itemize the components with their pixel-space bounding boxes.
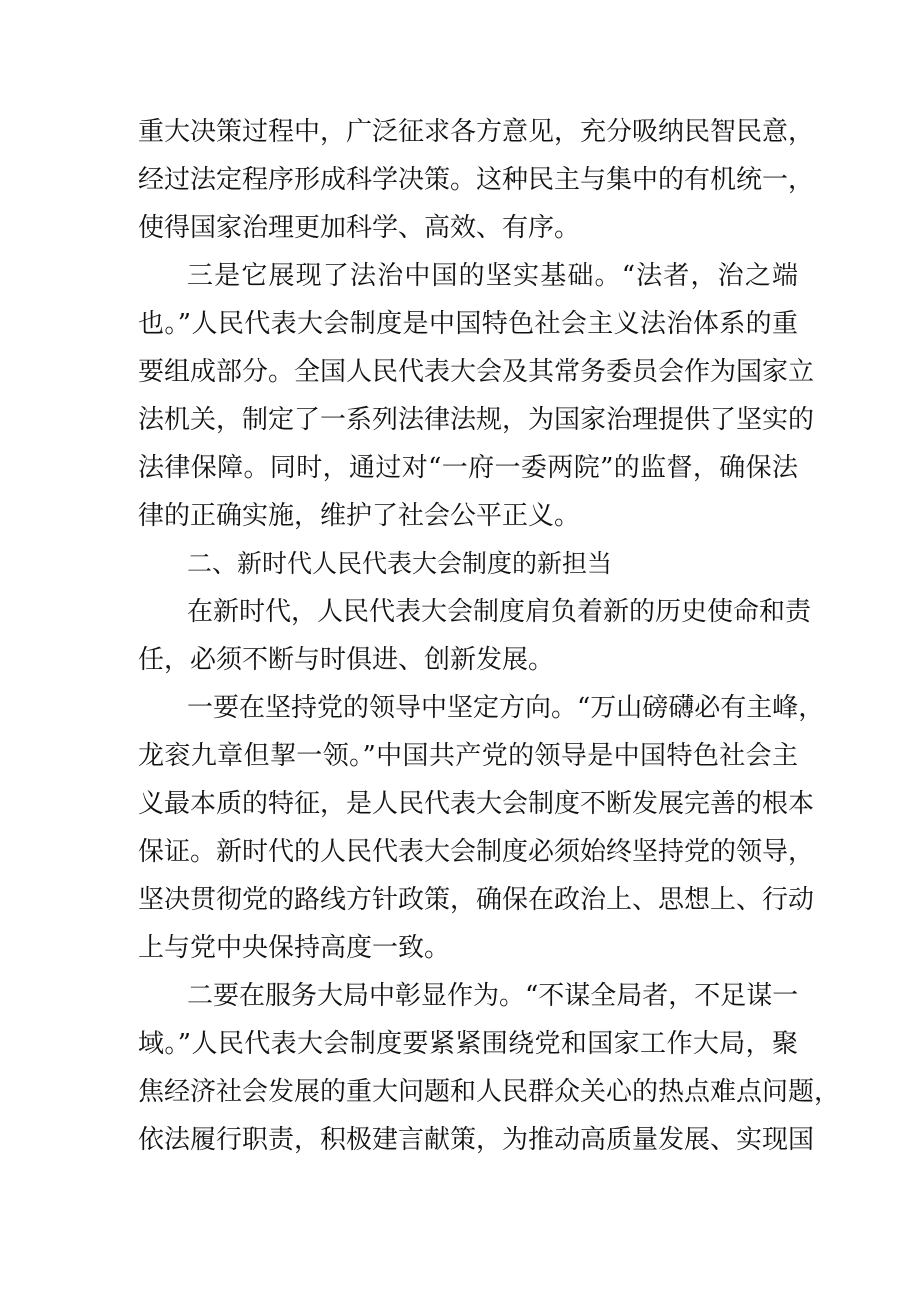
paragraph-line: 重大决策过程中，广泛征求各方意见，充分吸纳民智民意， xyxy=(138,117,815,147)
paragraph-line: 经过法定程序形成科学决策。这种民主与集中的有机统一， xyxy=(138,165,815,195)
paragraph-line: 律的正确实施，维护了社会公平正义。 xyxy=(138,501,581,531)
paragraph-line: 法律保障。同时，通过对“一府一委两院”的监督，确保法 xyxy=(138,453,798,483)
paragraph-line: 保证。新时代的人民代表大会制度必须始终坚持党的领导， xyxy=(138,837,815,867)
paragraph-line: 一要在坚持党的领导中坚定方向。“万山磅礴必有主峰， xyxy=(187,693,825,723)
paragraph-line: 在新时代，人民代表大会制度肩负着新的历史使命和责 xyxy=(187,597,812,627)
paragraph-line: 三是它展现了法治中国的坚实基础。“法者，治之端 xyxy=(187,261,798,291)
paragraph-line: 域。”人民代表大会制度要紧紧围绕党和国家工作大局，聚 xyxy=(138,1029,798,1059)
paragraph-line: 任，必须不断与时俱进、创新发展。 xyxy=(138,645,555,675)
paragraph-line: 要组成部分。全国人民代表大会及其常务委员会作为国家立 xyxy=(138,357,815,387)
paragraph-line: 义最本质的特征，是人民代表大会制度不断发展完善的根本 xyxy=(138,789,815,819)
paragraph-line: 使得国家治理更加科学、高效、有序。 xyxy=(138,213,581,243)
paragraph-line: 法机关，制定了一系列法律法规，为国家治理提供了坚实的 xyxy=(138,405,815,435)
section-heading: 二、新时代人民代表大会制度的新担当 xyxy=(187,549,613,578)
paragraph-line: 依法履行职责，积极建言献策，为推动高质量发展、实现国 xyxy=(138,1125,815,1155)
paragraph-line: 上与党中央保持高度一致。 xyxy=(138,933,451,963)
paragraph-line: 焦经济社会发展的重大问题和人民群众关心的热点难点问题， xyxy=(138,1077,841,1107)
paragraph-line: 也。”人民代表大会制度是中国特色社会主义法治体系的重 xyxy=(138,309,798,339)
paragraph-line: 坚决贯彻党的路线方针政策，确保在政治上、思想上、行动 xyxy=(138,885,815,915)
paragraph-line: 龙衮九章但挈一领。”中国共产党的领导是中国特色社会主 xyxy=(138,741,798,771)
paragraph-line: 二要在服务大局中彰显作为。“不谋全局者，不足谋一 xyxy=(187,981,799,1011)
